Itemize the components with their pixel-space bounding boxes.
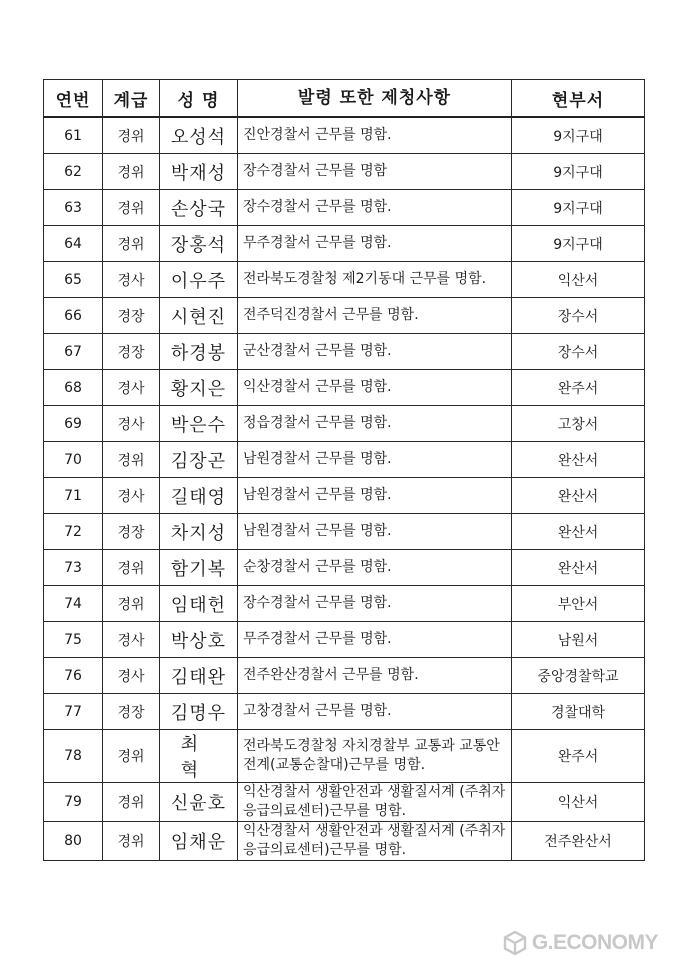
- cell-rank: 경장: [103, 514, 160, 550]
- cell-no: 72: [44, 514, 103, 550]
- header-no: 연번: [44, 80, 103, 118]
- table-row: [44, 730, 645, 783]
- cell-name: 신윤호: [160, 783, 238, 822]
- cell-rank: 경위: [103, 442, 160, 478]
- cell-name: 장홍석: [160, 226, 238, 262]
- cell-order: 남원경찰서 근무를 명함.: [238, 514, 512, 550]
- cell-name: 하경봉: [160, 334, 238, 370]
- cell-office: 9지구대: [512, 154, 645, 190]
- table-row: [44, 370, 645, 406]
- table-row: [44, 694, 645, 730]
- cell-no: 63: [44, 190, 103, 226]
- cell-office: 익산서: [512, 262, 645, 298]
- cell-rank: 경사: [103, 262, 160, 298]
- cell-rank: 경사: [103, 658, 160, 694]
- personnel-table: [43, 79, 645, 861]
- cell-name: 최 혁: [160, 730, 238, 783]
- cell-rank: 경위: [103, 730, 160, 783]
- cell-rank: 경위: [103, 550, 160, 586]
- cell-rank: 경위: [103, 783, 160, 822]
- header-office: 현부서: [512, 80, 645, 118]
- cell-rank: 경장: [103, 334, 160, 370]
- header-order: 발령 또한 제청사항: [238, 80, 512, 118]
- cell-name: 박상호: [160, 622, 238, 658]
- cell-no: 65: [44, 262, 103, 298]
- cell-office: 9지구대: [512, 190, 645, 226]
- cell-order: 익산경찰서 생활안전과 생활질서계 (주취자 응급의료센터)근무를 명함.: [238, 822, 512, 861]
- cell-name: 시현진: [160, 298, 238, 334]
- cell-office: 장수서: [512, 334, 645, 370]
- cell-order: 장수경찰서 근무를 명함: [238, 154, 512, 190]
- cell-order: 무주경찰서 근무를 명함.: [238, 226, 512, 262]
- table-row: [44, 298, 645, 334]
- cell-office: 완주서: [512, 370, 645, 406]
- table-row: [44, 783, 645, 822]
- cell-order: 전라북도경찰청 제2기동대 근무를 명함.: [238, 262, 512, 298]
- cell-order: 군산경찰서 근무를 명함.: [238, 334, 512, 370]
- cell-no: 69: [44, 406, 103, 442]
- cell-name: 임채운: [160, 822, 238, 861]
- cell-name: 오성석: [160, 117, 238, 154]
- cell-rank: 경장: [103, 694, 160, 730]
- cell-no: 68: [44, 370, 103, 406]
- cell-order: 남원경찰서 근무를 명함.: [238, 442, 512, 478]
- cell-order: 정읍경찰서 근무를 명함.: [238, 406, 512, 442]
- table-row: [44, 406, 645, 442]
- cell-no: 76: [44, 658, 103, 694]
- cell-name: 박은수: [160, 406, 238, 442]
- cell-office: 완산서: [512, 514, 645, 550]
- cell-name: 함기복: [160, 550, 238, 586]
- cube-logo-icon: [502, 930, 528, 956]
- table-row: [44, 586, 645, 622]
- cell-rank: 경위: [103, 117, 160, 154]
- cell-office: 전주완산서: [512, 822, 645, 861]
- table-header-row: [44, 80, 645, 118]
- table-row: [44, 262, 645, 298]
- cell-rank: 경위: [103, 190, 160, 226]
- table-body: [44, 117, 645, 861]
- cell-name: 길태영: [160, 478, 238, 514]
- table-row: [44, 658, 645, 694]
- cell-office: 9지구대: [512, 226, 645, 262]
- cell-name: 이우주: [160, 262, 238, 298]
- cell-order: 남원경찰서 근무를 명함.: [238, 478, 512, 514]
- table-row: [44, 550, 645, 586]
- cell-name: 임태헌: [160, 586, 238, 622]
- cell-no: 64: [44, 226, 103, 262]
- table-row: [44, 622, 645, 658]
- cell-office: 고창서: [512, 406, 645, 442]
- cell-name: 김명우: [160, 694, 238, 730]
- cell-rank: 경사: [103, 622, 160, 658]
- cell-rank: 경사: [103, 370, 160, 406]
- cell-rank: 경위: [103, 226, 160, 262]
- header-name: 성 명: [160, 80, 238, 118]
- cell-order: 장수경찰서 근무를 명함.: [238, 586, 512, 622]
- table-row: [44, 478, 645, 514]
- table-row: [44, 117, 645, 154]
- cell-rank: 경위: [103, 586, 160, 622]
- cell-office: 중앙경찰학교: [512, 658, 645, 694]
- header-rank: 계급: [103, 80, 160, 118]
- table-row: [44, 190, 645, 226]
- table-row: [44, 334, 645, 370]
- cell-rank: 경사: [103, 478, 160, 514]
- cell-name: 차지성: [160, 514, 238, 550]
- cell-rank: 경사: [103, 406, 160, 442]
- watermark: [502, 930, 658, 956]
- cell-name: 김장곤: [160, 442, 238, 478]
- cell-rank: 경위: [103, 154, 160, 190]
- cell-order: 고창경찰서 근무를 명함.: [238, 694, 512, 730]
- cell-office: 완산서: [512, 442, 645, 478]
- cell-no: 78: [44, 730, 103, 783]
- cell-office: 남원서: [512, 622, 645, 658]
- cell-office: 9지구대: [512, 117, 645, 154]
- cell-no: 70: [44, 442, 103, 478]
- cell-no: 79: [44, 783, 103, 822]
- table-row: [44, 226, 645, 262]
- cell-name: 박재성: [160, 154, 238, 190]
- cell-no: 66: [44, 298, 103, 334]
- cell-order: 진안경찰서 근무를 명함.: [238, 117, 512, 154]
- cell-office: 완산서: [512, 550, 645, 586]
- table-row: [44, 442, 645, 478]
- cell-no: 80: [44, 822, 103, 861]
- cell-name: 손상국: [160, 190, 238, 226]
- cell-no: 73: [44, 550, 103, 586]
- cell-name: 황지은: [160, 370, 238, 406]
- cell-order: 익산경찰서 생활안전과 생활질서계 (주취자 응급의료센터)근무를 명함.: [238, 783, 512, 822]
- cell-no: 71: [44, 478, 103, 514]
- cell-no: 74: [44, 586, 103, 622]
- cell-order: 전주덕진경찰서 근무를 명함.: [238, 298, 512, 334]
- cell-office: 완산서: [512, 478, 645, 514]
- cell-no: 77: [44, 694, 103, 730]
- cell-no: 67: [44, 334, 103, 370]
- watermark-text: G.ECONOMY: [531, 931, 658, 954]
- cell-order: 장수경찰서 근무를 명함.: [238, 190, 512, 226]
- cell-no: 62: [44, 154, 103, 190]
- cell-rank: 경장: [103, 298, 160, 334]
- cell-order: 전주완산경찰서 근무를 명함.: [238, 658, 512, 694]
- cell-no: 61: [44, 117, 103, 154]
- cell-order: 순창경찰서 근무를 명함.: [238, 550, 512, 586]
- table-row: [44, 154, 645, 190]
- cell-office: 부안서: [512, 586, 645, 622]
- cell-name: 김태완: [160, 658, 238, 694]
- cell-office: 경찰대학: [512, 694, 645, 730]
- table-row: [44, 822, 645, 861]
- cell-no: 75: [44, 622, 103, 658]
- table-row: [44, 514, 645, 550]
- cell-order: 전라북도경찰청 자치경찰부 교통과 교통안전계(교통순찰대)근무를 명함.: [238, 730, 512, 783]
- cell-rank: 경위: [103, 822, 160, 861]
- cell-office: 익산서: [512, 783, 645, 822]
- cell-order: 무주경찰서 근무를 명함.: [238, 622, 512, 658]
- cell-office: 장수서: [512, 298, 645, 334]
- cell-order: 익산경찰서 근무를 명함.: [238, 370, 512, 406]
- cell-office: 완주서: [512, 730, 645, 783]
